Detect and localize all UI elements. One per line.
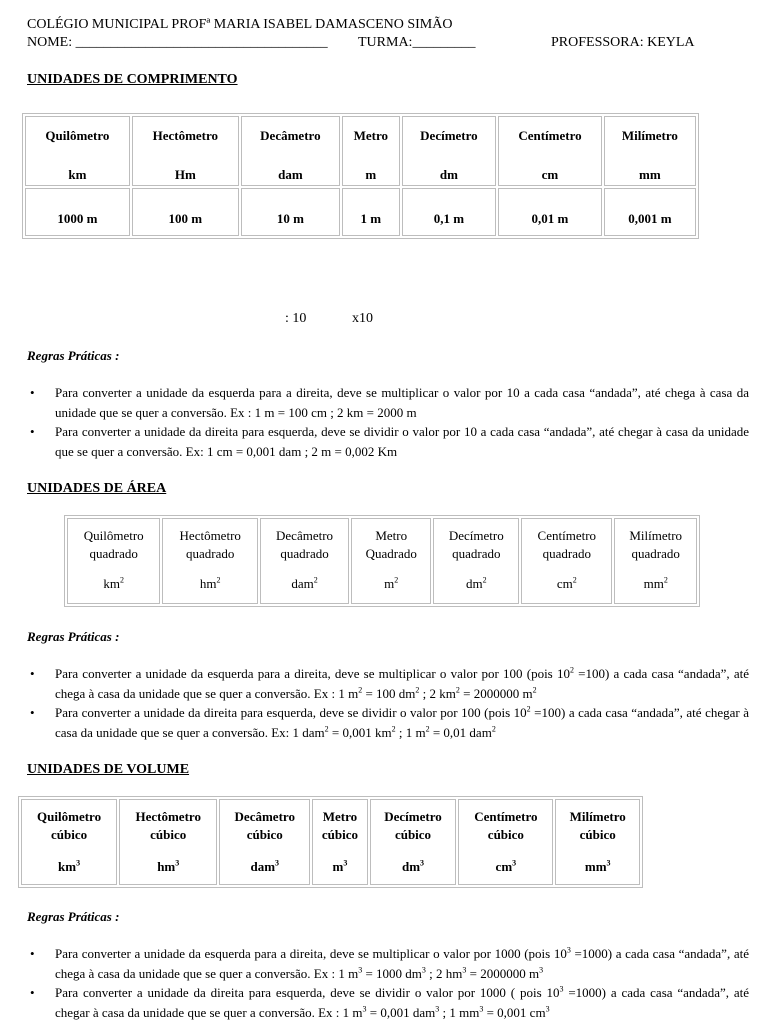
area-unit-cell: Milímetro quadrado $mm^2$ <box>614 518 697 604</box>
volume-unit-cell: Hectômetro cúbico $hm^3$ <box>119 799 217 885</box>
area-rule-2: • Para converter a unidade da direita para esquerda, deve se dividir o valor por 100 (pois $10^2 =100$) a cada casa “andada”, até chegar à casa da unidade que se quer a conversão. Ex: 1 dam$^2$ = 0,001 $km^2$ ; 1 $m^2 = 0,01$ dam$^2$ <box>30 704 749 740</box>
length-unit-cell: Decâmetro dam <box>241 116 340 186</box>
length-rule-1: • Para converter a unidade da esquerda para a direita, deve se multiplicar o valor por 10 a cada casa “andada”, até chega à casa da unidade que se quer a conversão. Ex : 1 m = 100 cm ; 2 km = 2000 m <box>30 385 749 420</box>
volume-unit-cell: Decâmetro cúbico dam$^3$ <box>219 799 310 885</box>
area-unit-cell: Decâmetro quadrado dam$^2$ <box>260 518 349 604</box>
area-section-title: UNIDADES DE ÁREA <box>27 481 167 496</box>
area-units-table <box>64 515 700 607</box>
length-unit-cell: Centímetro cm <box>498 116 602 186</box>
teacher-label: PROFESSORA: KEYLA <box>551 35 695 50</box>
volume-rule-1: • Para converter a unidade da esquerda para a direita, deve se multiplicar o valor por 1000 (pois $10^3 =1000$) a cada casa “andada”, até chega à casa da unidade que se quer a conversão. Ex : 1 $m^3 = 1000$ $dm^3$ ; 2 $hm^3 = 2000000$ $m^3$ <box>30 945 749 981</box>
area-unit-cell: Hectômetro quadrado $hm^2$ <box>162 518 258 604</box>
volume-section-title: UNIDADES DE VOLUME <box>27 762 190 777</box>
length-value-cell: 10 m <box>241 188 340 236</box>
length-rule-2: • Para converter a unidade da direita para esquerda, deve se dividir o valor por 10 a cada casa “andada”, até chegar à casa da unidade que se quer a conversão. Ex: 1 cm = 0,001 dam ; 2 m = 0,002 Km <box>30 424 749 459</box>
volume-unit-cell: Decímetro cúbico $dm^3$ <box>370 799 457 885</box>
area-rule-1: • Para converter a unidade da esquerda para a direita, deve se multiplicar o valor por 100 (pois $10^2 =100$) a cada casa “andada”, até chega à casa da unidade que se quer a conversão. Ex : 1 $m^2 = 100$ $dm^2$ ; 2 $km^2 = 2000000$ $m^2$ <box>30 665 749 701</box>
bullet-icon: • <box>30 946 35 961</box>
school-name: COLÉGIO MUNICIPAL PROFª MARIA ISABEL DAMASCENO SIMÃO <box>27 17 453 32</box>
bullet-icon: • <box>30 666 35 681</box>
length-value-cell: 0,1 m <box>402 188 496 236</box>
length-value-cell: 1000 m <box>25 188 130 236</box>
length-unit-cell: Metro m <box>342 116 400 186</box>
area-unit-cell: Decímetro quadrado $dm^2$ <box>433 518 519 604</box>
length-unit-cell: Decímetro dm <box>402 116 496 186</box>
length-unit-cell: Milímetro mm <box>604 116 696 186</box>
length-section-title: UNIDADES DE COMPRIMENTO <box>27 72 238 87</box>
volume-unit-cell: Milímetro cúbico $mm^3$ <box>555 799 640 885</box>
length-value-cell: 1 m <box>342 188 400 236</box>
area-rules-title: Regras Práticas : <box>27 629 120 644</box>
area-unit-cell: Quilômetro quadrado $km^2$ <box>67 518 160 604</box>
name-field-label: NOME: ____________________________________ <box>27 35 328 50</box>
bullet-icon: • <box>30 424 35 439</box>
volume-units-table <box>18 796 643 888</box>
area-unit-cell: Centímetro quadrado $cm^2$ <box>521 518 612 604</box>
volume-unit-cell: Metro cúbico $m^3$ <box>312 799 368 885</box>
volume-unit-cell: Centímetro cúbico $cm^3$ <box>458 799 553 885</box>
bullet-icon: • <box>30 985 35 1000</box>
length-unit-cell: Quilômetro km <box>25 116 130 186</box>
volume-unit-cell: Quilômetro cúbico $km^3$ <box>21 799 117 885</box>
length-value-cell: 0,001 m <box>604 188 696 236</box>
length-value-cell: 100 m <box>132 188 239 236</box>
volume-rule-2: • Para converter a unidade da direita para esquerda, deve se dividir o valor por 1000 ( pois $10^3 =1000$) a cada casa “andada”, até chegar à casa da unidade que se quer a conversão. Ex : 1 $m^3 = 0,001$ dam$^3$ ; 1 $mm^3 = 0,001$ $cm^3$ <box>30 984 749 1020</box>
bullet-icon: • <box>30 705 35 720</box>
divide-label: : 10 <box>285 311 307 326</box>
bullet-icon: • <box>30 385 35 400</box>
length-unit-cell: Hectômetro Hm <box>132 116 239 186</box>
length-value-cell: 0,01 m <box>498 188 602 236</box>
multiply-label: x10 <box>352 311 373 326</box>
length-rules-title: Regras Práticas : <box>27 348 120 363</box>
area-unit-cell: Metro Quadrado $m^2$ <box>351 518 431 604</box>
length-units-table <box>22 113 699 239</box>
class-field-label: TURMA:_________ <box>358 35 476 50</box>
volume-rules-title: Regras Práticas : <box>27 909 120 924</box>
